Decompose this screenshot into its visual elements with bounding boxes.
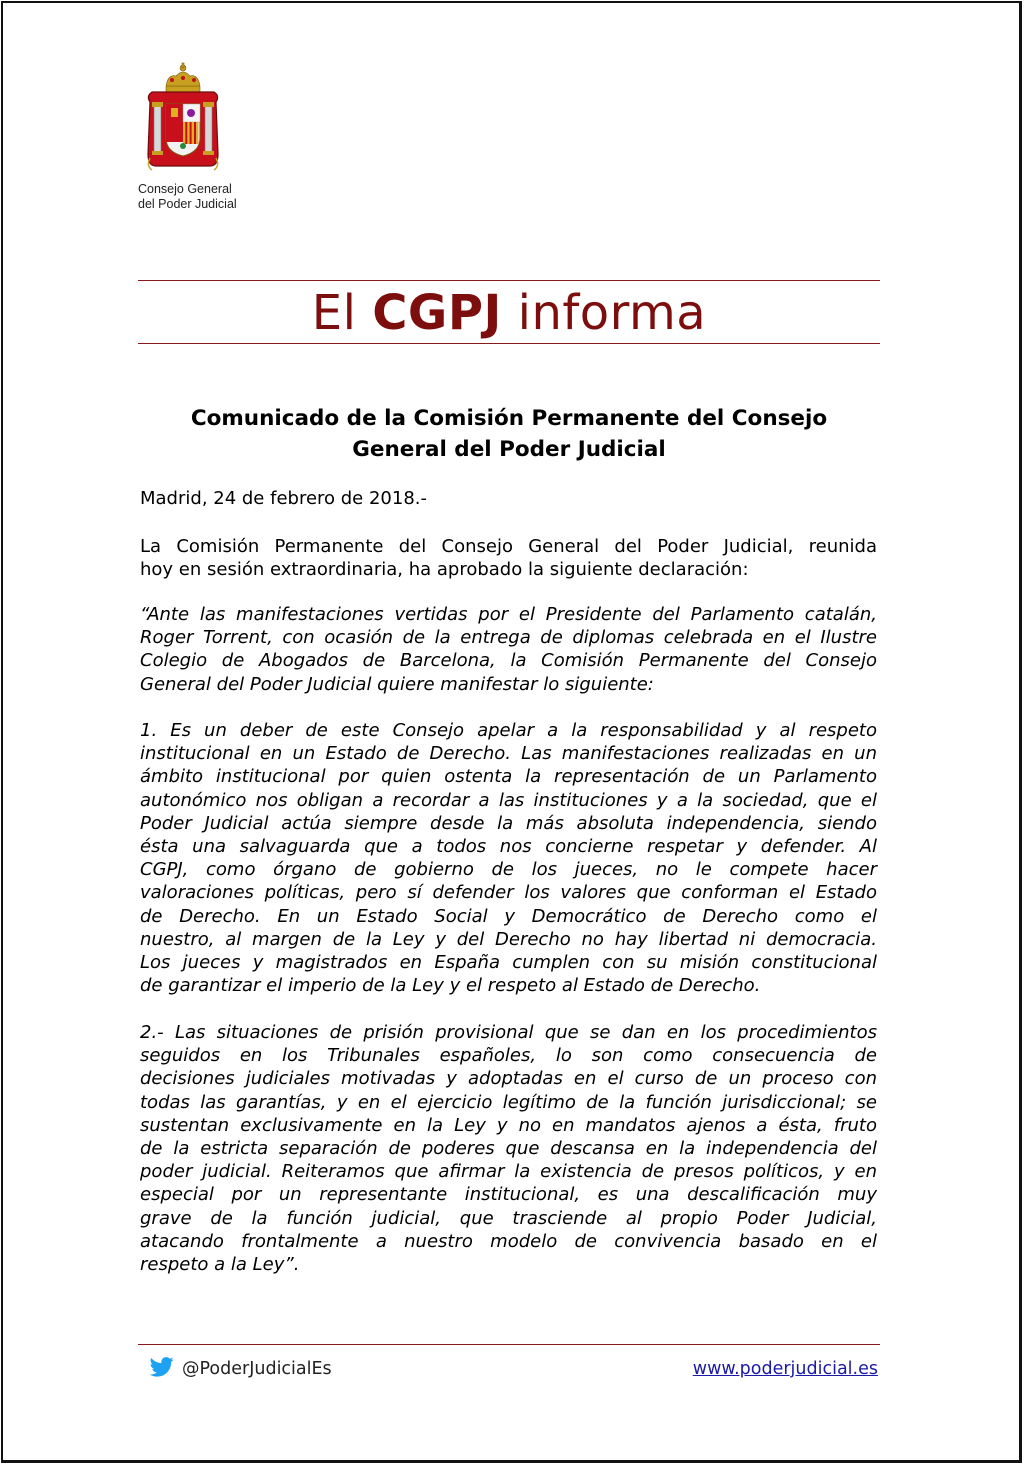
paragraph-line: sustentan exclusivamente en la Ley y no en mandatos ajenos a ésta, fruto [140,1114,877,1136]
paragraph-line: Roger Torrent, con ocasión de la entrega de diplomas celebrada en el Ilustre [140,627,877,649]
paragraph-line: institucional en un Estado de Derecho. Las manifestaciones realizadas en un [140,743,877,765]
paragraph-line: “Ante las manifestaciones vertidas por el Presidente del Parlamento catalán, [140,604,877,625]
paragraph-line: Los jueces y magistrados en España cumplen con su misión constitucional [140,952,877,974]
dateline [140,487,877,510]
paragraph-line: seguidos en los Tribunales españoles, lo son como consecuencia de [140,1045,877,1067]
dateline-text: Madrid, 24 de febrero de 2018.- [140,488,428,509]
point-1-paragraph [140,719,877,997]
website-link[interactable]: www.poderjudicial.es [692,1359,878,1379]
masthead-brand: CGPJ [372,285,502,341]
paragraph-line: todas las garantías, y en el ejercicio legítimo de la función jurisdiccional; se [140,1091,877,1113]
paragraph-line: 2.- Las situaciones de prisión provisional que se dan en los procedimientos [140,1022,877,1043]
paragraph-line: General del Poder Judicial quiere manifestar lo siguiente: [140,673,654,695]
quote-intro-paragraph [140,603,877,696]
paragraph-line: valoraciones políticas, pero sí defender los valores que conforman el Estado [140,882,877,904]
paragraph-line: nuestro, al margen de la Ley y del Derecho no hay libertad ni democracia. [140,928,877,950]
paragraph-line: ámbito institucional por quien ostenta la representación de un Parlamento [140,766,877,788]
cgpj-logo [138,62,248,212]
masthead-bottom-rule [138,343,880,344]
paragraph-line: CGPJ, como órgano de gobierno de los jueces, no le compete hacer [140,859,877,881]
paragraph-line: 1. Es un deber de este Consejo apelar a la responsabilidad y al respeto [140,720,877,741]
paragraph-line: hoy en sesión extraordinaria, ha aprobado la siguiente declaración: [140,559,749,581]
logo-caption-line: Consejo General [138,182,232,196]
paragraph-line: especial por un representante institucional, es una descalificación muy [140,1184,877,1206]
twitter-handle[interactable]: @PoderJudicialEs [182,1359,332,1379]
coat-of-arms-icon [138,62,228,174]
paragraph-line: grave de la función judicial, que trasciende al propio Poder Judicial, [140,1207,877,1229]
masthead [138,282,880,344]
paragraph-line: ésta una salvaguarda que a todos nos concierne respetar y defender. Al [140,836,877,858]
paragraph-line: decisiones judiciales motivadas y adoptadas en el curso de un proceso con [140,1068,877,1090]
logo-caption [138,182,248,212]
paragraph-line: de garantizar el imperio de la Ley y el respeto al Estado de Derecho. [140,975,761,997]
title-line: Comunicado de la Comisión Permanente del Consejo [190,406,828,431]
paragraph-line: de la estricta separación de poderes que descansa en la independencia del [140,1138,877,1160]
twitter-bird-icon [150,1357,174,1382]
title-line: General del Poder Judicial [352,437,666,462]
paragraph-line: Poder Judicial actúa siempre desde la más absoluta independencia, siendo [140,812,877,834]
point-2-paragraph [140,1021,877,1276]
twitter-link[interactable] [150,1357,332,1381]
paragraph-line: respeto a la Ley”. [140,1254,300,1276]
document-title [138,403,880,465]
paragraph-line: Colegio de Abogados de Barcelona, la Comisión Permanente del Consejo [140,650,877,672]
paragraph-line: de Derecho. En un Estado Social y Democrático de Derecho como el [140,905,877,927]
masthead-prefix: El [311,285,373,341]
logo-caption-line: del Poder Judicial [138,197,237,211]
paragraph-line: La Comisión Permanente del Consejo General del Poder Judicial, reunida [140,536,877,557]
masthead-top-rule [138,280,880,281]
paragraph-line: atacando frontalmente a nuestro modelo de convivencia basado en el [140,1230,877,1252]
intro-paragraph [140,535,877,581]
footer-rule [138,1344,880,1345]
paragraph-line: autonómico nos obligan a recordar a las instituciones y a la sociedad, que el [140,789,877,811]
masthead-suffix: informa [501,285,707,341]
paragraph-line: poder judicial. Reiteramos que afirmar la existencia de presos políticos, y en [140,1161,877,1183]
